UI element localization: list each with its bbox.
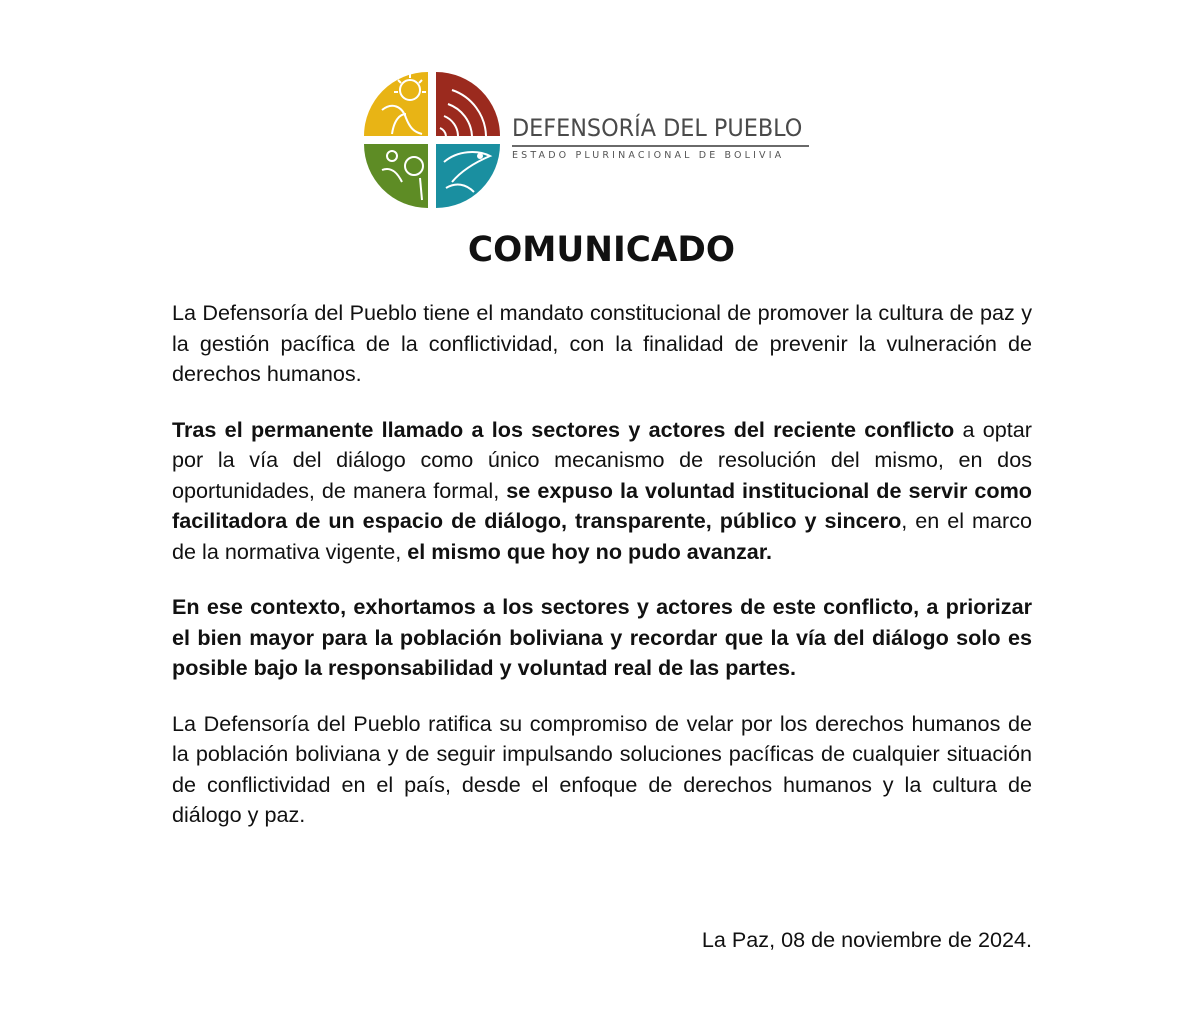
emblem-yellow-quadrant <box>364 72 428 136</box>
emblem-red-quadrant <box>436 72 500 136</box>
body-paragraph-4 <box>172 709 1032 831</box>
document-date: La Paz, 08 de noviembre de 2024. <box>701 927 1032 952</box>
org-subtitle: ESTADO PLURINACIONAL DE BOLIVIA <box>512 150 785 161</box>
logo-wordmark <box>512 114 812 161</box>
document-title: COMUNICADO <box>467 230 736 270</box>
defensoria-logo <box>362 70 812 212</box>
org-name: DEFENSORÍA DEL PUEBLO <box>512 114 803 142</box>
logo-divider <box>512 145 809 147</box>
text-run: La Defensoría del Pueblo ratifica su compromiso de velar por los derechos humanos de la población boliviana y de seguir impulsando soluciones pacíficas de cualquier situación de conflictividad en el país, desde el enfoque de derechos humanos y la cultura de diálogo y paz. <box>172 710 1032 827</box>
text-run: , en el marco de la normativa vigente, <box>172 508 1033 564</box>
text-run: a optar por la vía del diálogo como único mecanismo de resolución del mismo, en dos oportunidades, de manera formal, <box>172 416 1032 503</box>
bold-text-run: Tras el permanente llamado a los sectores y actores del reciente conflicto <box>172 416 955 442</box>
bold-text-run: el mismo que hoy no pudo avanzar. <box>407 538 773 564</box>
text-run: La Defensoría del Pueblo tiene el mandato constitucional de promover la cultura de paz y la gestión pacífica de la conflictividad, con la finalidad de prevenir la vulneración de derechos humanos. <box>172 300 1032 386</box>
document-body <box>172 298 1032 856</box>
bold-text-run: En ese contexto, exhortamos a los sectores y actores de este conflicto, a priorizar el bien mayor para la población boliviana y recordar que la vía del diálogo solo es posible bajo la responsabilidad y voluntad real de las partes. <box>172 594 1032 680</box>
body-paragraph-2 <box>172 415 1032 568</box>
bold-text-run: se expuso la voluntad institucional de servir como facilitadora de un espacio de diálogo, transparente, público y sincero <box>172 477 1032 533</box>
emblem-teal-quadrant <box>436 144 500 208</box>
body-paragraph-1 <box>172 298 1032 390</box>
defensoria-emblem-icon <box>362 70 502 210</box>
body-paragraph-3 <box>172 592 1032 684</box>
